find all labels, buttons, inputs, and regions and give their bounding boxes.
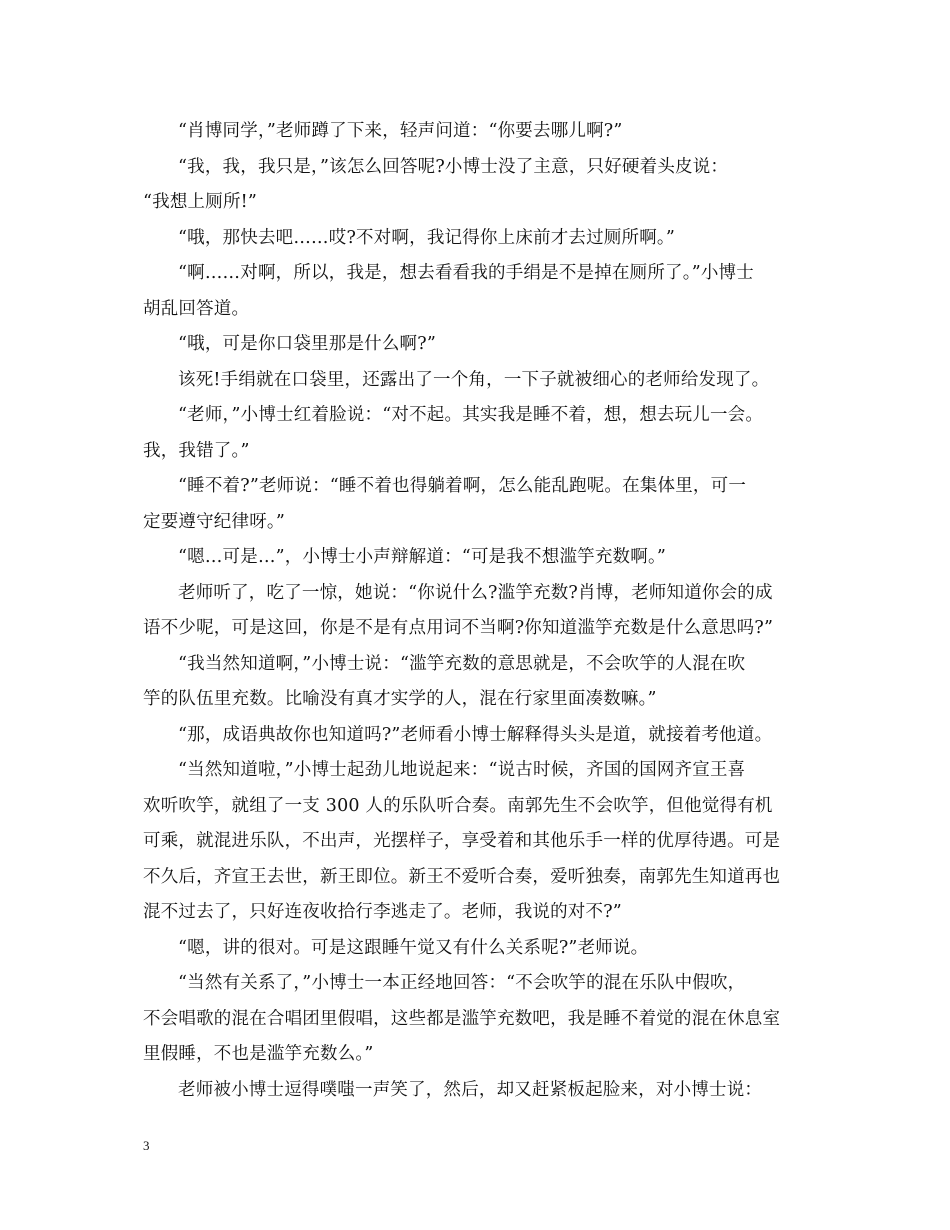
text-line: 混不过去了，只好连夜收拾行李逃走了。老师，我说的对不?” bbox=[143, 902, 622, 922]
text-line: 老师听了，吃了一惊，她说：“你说什么?滥竽充数?肖博，老师知道你会的成 bbox=[178, 582, 773, 603]
text-line: 不会唱歌的混在合唱团里假唱，这些都是滥竽充数吧，我是睡不着觉的混在休息室 bbox=[143, 1008, 781, 1029]
text-line: 里假睡，不也是滥竽充数么。” bbox=[143, 1044, 374, 1064]
text-line: “哦，可是你口袋里那是什么啊?” bbox=[178, 334, 436, 354]
text-line: “当然知道啦，”小博士起劲儿地说起来：“说古时候，齐国的国网齐宣王喜 bbox=[178, 760, 746, 780]
text-line: “我当然知道啊，”小博士说：“滥竽充数的意思就是，不会吹竽的人混在吹 bbox=[178, 653, 746, 674]
text-line: 语不少呢，可是这回，你是不是有点用词不当啊?你知道滥竽充数是什么意思吗?” bbox=[143, 618, 774, 638]
text-line: 可乘，就混进乐队，不出声，光摆样子，享受着和其他乐手一样的优厚待遇。可是 bbox=[143, 831, 781, 851]
text-line: 竽的队伍里充数。比喻没有真才实学的人，混在行家里面凑数嘛。” bbox=[143, 689, 657, 709]
text-line: “肖博同学，”老师蹲了下来，轻声问道：“你要去哪儿啊?” bbox=[178, 121, 623, 141]
text-line: 不久后，齐宣王去世，新王即位。新王不爱听合奏，爱听独奏，南郭先生知道再也 bbox=[143, 866, 781, 887]
page-number: 3 bbox=[143, 1138, 150, 1153]
body-text bbox=[143, 114, 843, 1108]
text-line: “那，成语典故你也知道吗?”老师看小博士解释得头头是道，就接着考他道。 bbox=[178, 724, 773, 745]
text-line: “我，我，我只是，”该怎么回答呢?小博士没了主意，只好硬着头皮说： bbox=[178, 156, 729, 177]
text-line: 我，我错了。” bbox=[143, 440, 250, 461]
text-line: “哦，那快去吧……哎?不对啊，我记得你上床前才去过厕所啊。” bbox=[178, 227, 676, 248]
text-line: “当然有关系了，”小博士一本正经地回答：“不会吹竽的混在乐队中假吹， bbox=[178, 973, 746, 993]
text-line: “睡不着?”老师说：“睡不着也得躺着啊，怎么能乱跑呢。在集体里，可一 bbox=[178, 476, 747, 496]
text-line: “嗯…可是…”，小博士小声辩解道：“可是我不想滥竽充数啊。” bbox=[178, 547, 667, 567]
text-line: 定要遵守纪律呀。” bbox=[143, 511, 285, 532]
text-line: 胡乱回答道。 bbox=[143, 298, 250, 319]
text-line: “老师，”小博士红着脸说：“对不起。其实我是睡不着，想，想去玩儿一会。 bbox=[178, 405, 764, 425]
text-line: “嗯，讲的很对。可是这跟睡午觉又有什么关系呢?”老师说。 bbox=[178, 937, 649, 958]
text-line: “啊……对啊，所以，我是，想去看看我的手绢是不是掉在厕所了。”小博士 bbox=[178, 263, 754, 283]
text-line: 欢听吹竽，就组了一支 300 人的乐队听合奏。南郭先生不会吹竽，但他觉得有机 bbox=[143, 795, 773, 816]
text-line: 该死!手绢就在口袋里，还露出了一个角，一下子就被细心的老师给发现了。 bbox=[178, 369, 770, 390]
text-line: “我想上厕所!” bbox=[143, 192, 258, 212]
text-line: 老师被小博士逗得噗嗤一声笑了，然后，却又赶紧板起脸来，对小博士说： bbox=[178, 1079, 763, 1100]
